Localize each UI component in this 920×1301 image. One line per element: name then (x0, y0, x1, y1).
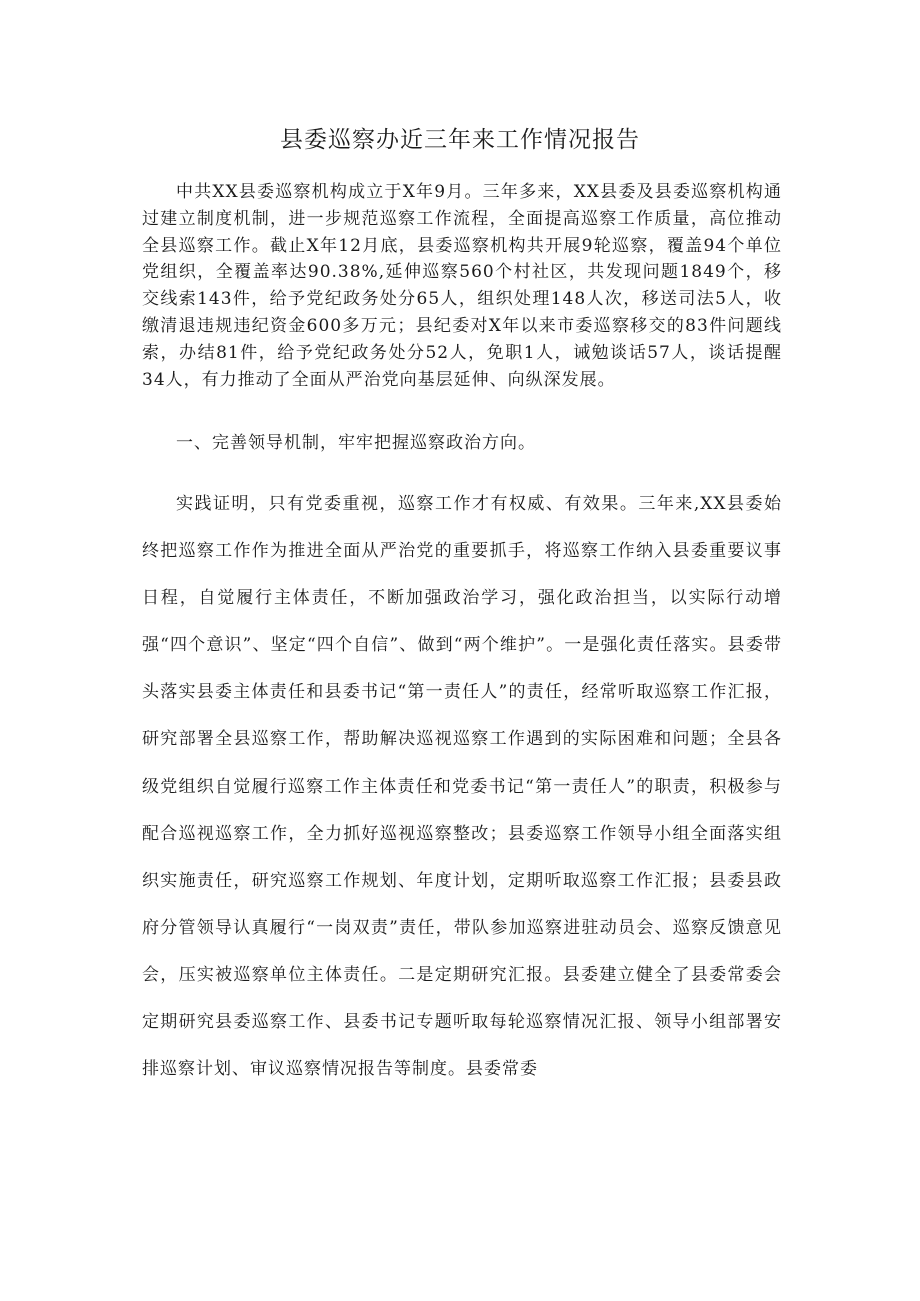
document-title: 县委巡察办近三年来工作情况报告 (280, 127, 640, 153)
body-paragraph: 实践证明，只有党委重视，巡察工作才有权威、有效果。三年来,XX县委始终把巡察工作作为推进全面从严治党的重要抓手，将巡察工作纳入县委重要议事日程，自觉履行主体责任，不断加强政治学习，强化政治担当，以实际行动增强“四个意识”、坚定“四个自信”、做到“两个维护”。一是强化责任落实。县委带头落实县委主体责任和县委书记“第一责任人”的责任，经常听取巡察工作汇报，研究部署全县巡察工作，帮助解决巡视巡察工作遇到的实际困难和问题；全县各级党组织自觉履行巡察工作主体责任和党委书记“第一责任人”的职责，积极参与配合巡视巡察工作，全力抓好巡视巡察整改；县委巡察工作领导小组全面落实组织实施责任，研究巡察工作规划、年度计划，定期听取巡察工作汇报；县委县政府分管领导认真履行“一岗双责”责任，带队参加巡察进驻动员会、巡察反馈意见会，压实被巡察单位主体责任。二是定期研究汇报。县委建立健全了县委常委会定期研究县委巡察工作、县委书记专题听取每轮巡察情况汇报、领导小组部署安排巡察计划、审议巡察情况报告等制度。县委常委 (142, 494, 782, 1080)
intro-paragraph: 中共XX县委巡察机构成立于X年9月。三年多来，XX县委及县委巡察机构通过建立制度机制，进一步规范巡察工作流程，全面提高巡察工作质量，高位推动全县巡察工作。截止X年12月底，县委巡察机构共开展9轮巡察，覆盖94个单位党组织，全覆盖率达90.38%,延伸巡察560个村社区，共发现问题1849个，移交线索143件，给予党纪政务处分65人，组织处理148人次，移送司法5人，收缴清退违规违纪资金600多万元；县纪委对X年以来市委巡察移交的83件问题线索，办结81件，给予党纪政务处分52人，免职1人，诫勉谈话57人，谈话提醒34人，有力推动了全面从严治党向基层延伸、向纵深发展。 (142, 182, 782, 390)
section-heading: 一、完善领导机制，牢牢把握巡察政治方向。 (176, 433, 536, 453)
